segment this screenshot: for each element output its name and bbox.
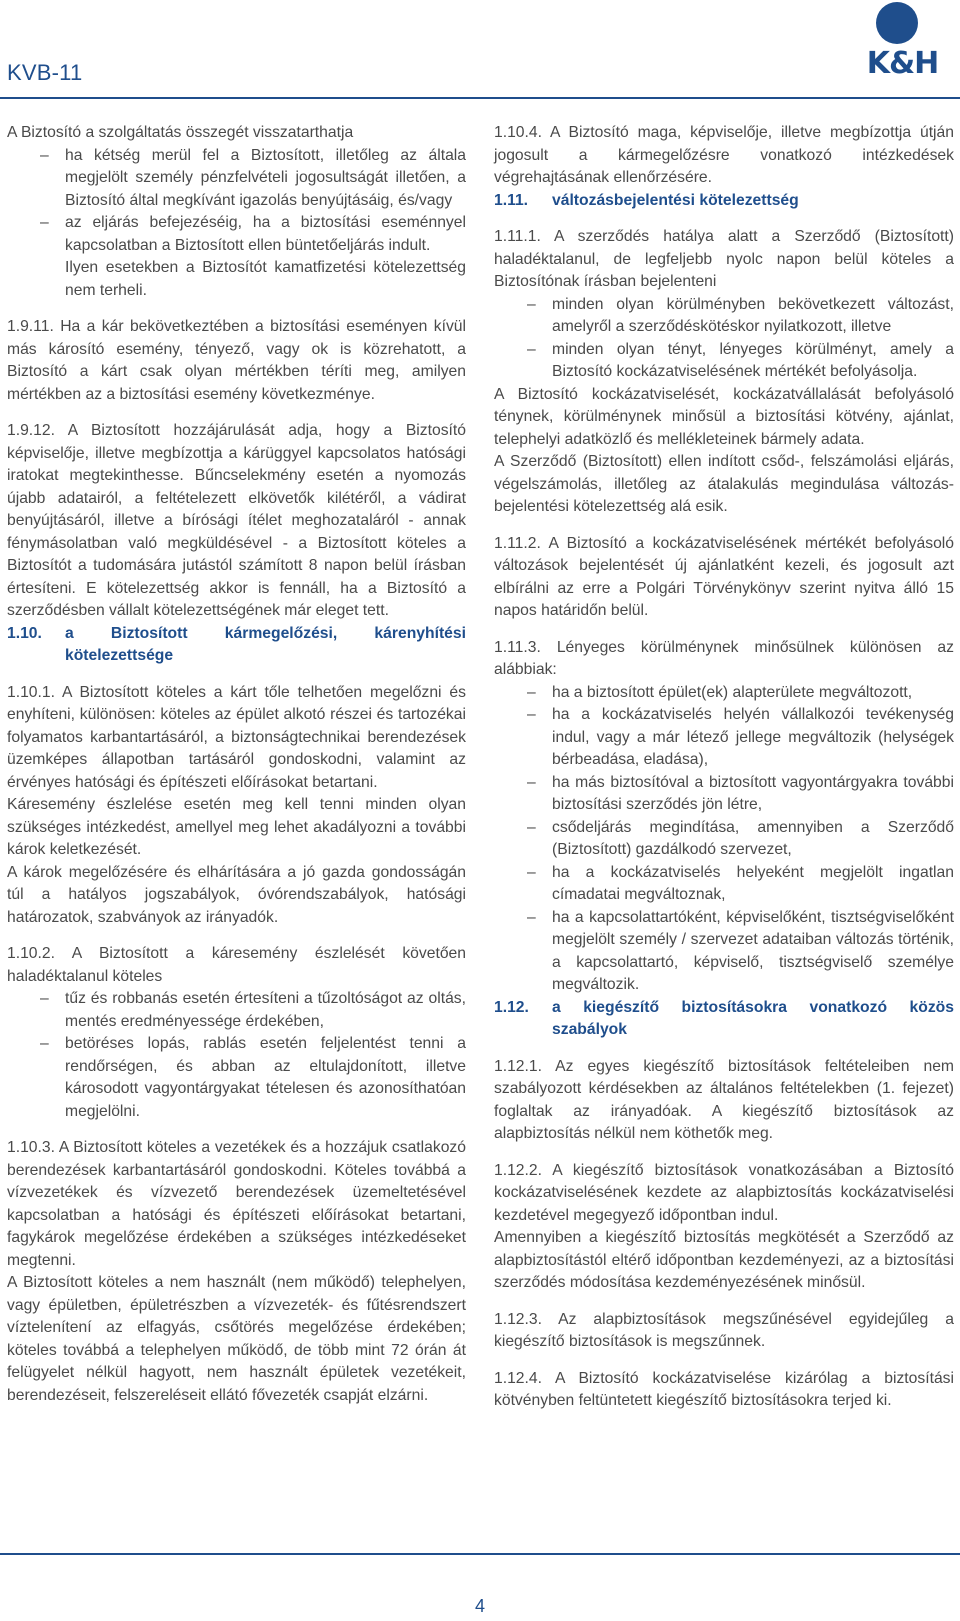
section-number: 1.12. [494,998,529,1016]
paragraph-1-10-3-b: A Biztosított köteles a nem használt (nem működő) telephelyen, vagy épületben, épületrészben a vízvezeték- és fűtésrendszert víztelenítení az elfagyás, csőtörés megelőzése érdekében; köteles továbbá a telephelyen működő, de több mint 72 órán át felügyelet nélkül hagyott, nem használt épületek vezetékeit, berendezéseit, felszereléseit ellátó fővezeték csapját elzárni. [7,1274,466,1404]
paragraph-1-12-2: 1.12.2. A kiegészítő biztosítások vonatkozásában a Biztosító kockázatviselésének kezdete az alapbiztosítás kockázatviselési kezdetével megegyező időpontban indul. [494,1161,954,1224]
paragraph-1-9-12: 1.9.12. A Biztosított hozzájárulását adja, hogy a Biztosító képviselője, illetve megbízottja a kárüggyel kapcsolatos hatósági iratokat megtekinthesse. Bűncselekmény esetén a nyomozás újabb adatairól, a feltételezett elkövetők kilétéről, a vádirat benyújtásáról, illetve a bírósági ítélet meghozataláról - annak fénymásolatban való megküldésével - a Biztosított köteles a Biztosítót a tudomására jutástól számított 8 napon belül írásban értesíteni. E kötelezettség akkor is fennáll, ha a Biztosító a szerződésben vállalt kötelezettségének már eleget tett. [7,422,466,619]
list-item: – ha más biztosítóval a biztosított vagyontárgyakra további biztosítási szerződés jön létre, [494,772,954,817]
section-title: változásbejelentési kötelezettség [552,191,799,209]
list-item: – ha a kockázatviselés helyeként megjelölt ingatlan címadatai megváltoznak, [494,862,954,907]
list-item: – betöréses lopás, rablás esetén feljelentést tenni a rendőrségen, és abban az eltulajdonított, illetve károsodott vagyontárgyakat tételesen és azonosíthatóan megjelölni. [7,1033,466,1123]
paragraph-1-12-4: 1.12.4. A Biztosító kockázatviselése kizárólag a biztosítási kötvényben feltüntetett kiegészítő biztosításokra terjed ki. [494,1369,954,1409]
section-heading-1-11 [494,190,954,213]
paragraph-1-12-3: 1.12.3. Az alapbiztosítások megszűnésével egyidejűleg a kiegészítő biztosítások is megszűnnek. [494,1310,954,1350]
kh-logo [850,2,955,87]
section-heading-1-12 [494,997,954,1042]
section-heading-1-10 [7,623,466,668]
document-code: KVB-11 [7,60,83,85]
paragraph-1-10-3: 1.10.3. A Biztosított köteles a vezetékek és a hozzájuk csatlakozó berendezések karbantartásáról gondoskodni. Köteles továbbá a vízvezetékek és vízvezető berendezések üzemeltetésével kapcsolatban a hatósági és építészeti előírásokat betartani, fagykárok megelőzése érdekében a szükséges intézkedéseket megtenni. [7,1139,466,1269]
footer-divider [0,1553,960,1555]
paragraph-1-11-2: 1.11.2. A Biztosító a kockázatviselésének mértékét befolyásoló változások bejelentését új ajánlatként kezeli, és jogosult azt elbírálni az erre a Polgári Törvénykönyv szerint nyitva álló 15 napos határidőn belül. [494,534,954,619]
paragraph-1-10-4: 1.10.4. A Biztosító maga, képviselője, illetve megbízottja útján jogosult a kármegelőzésre vonatkozó intézkedések végrehajtásának ellenőrzésére. [494,124,954,186]
section-title: a kiegészítő biztosításokra vonatkozó közös szabályok [552,998,954,1038]
list-item: – minden olyan körülményben bekövetkezett változást, amelyről a szerződéskötéskor nyilatkozott, illetve [494,294,954,339]
list-item: – ha kétség merül fel a Biztosított, illetőleg az általa megjelölt személy pénzfelvételi jogosultságát illetően, a Biztosító által megkívánt igazolás benyújtásáig, és/vagy [7,145,466,213]
paragraph-1-12-2-b: Amennyiben a kiegészítő biztosítás megkötését a Szerződő az alapbiztosítástól eltérő időpontban kezdeményezi, az a biztosítási szerződés módosítása kezdeményezésének minősül. [494,1229,954,1291]
paragraph-1-10-2: 1.10.2. A Biztosított a káresemény észlelését követően haladéktalanul köteles [7,945,466,985]
list-item: – az eljárás befejezéséig, ha a biztosítási eseménnyel kapcsolatban a Biztosított ellen büntetőeljárás indult. [7,212,466,257]
section-number: 1.11. [494,191,529,209]
page-number: 4 [474,1596,485,1616]
paragraph-1-11-1-c: A Szerződő (Biztosított) ellen indított csőd-, felszámolási eljárás, végelszámolás, illetőleg az átalakulás megindulása változás-bejelentési kötelezettség alá esik. [494,453,954,515]
list-item: – csődeljárás megindítása, amennyiben a Szerződő (Biztosított) gazdálkodó szervezet, [494,817,954,862]
paragraph-1-11-1-b: A Biztosító kockázatviselését, kockázatvállalását befolyásoló ténynek, körülménynek minősül a biztosítási kötvény, ajánlat, telephelyi adatközlő és mellékleteinek bármely adata. [494,385,954,448]
list-item: – tűz és robbanás esetén értesíteni a tűzoltóságot az oltás, mentés eredményessége érdekében, [7,988,466,1033]
paragraph-1-9-11: 1.9.11. Ha a kár bekövetkeztében a biztosítási eseményen kívül más károsító esemény, tényező, vagy ok is közrehatott, a Biztosító a kárt csak olyan mértékben téríti meg, amilyen mértékben az a biztosítási esemény következménye. [7,318,466,403]
list-item: – ha a biztosított épület(ek) alapterülete megváltozott, [494,682,954,705]
paragraph-1-11-3: 1.11.3. Lényeges körülménynek minősülnek különösen az alábbiak: [494,638,954,678]
list-item: – minden olyan tényt, lényeges körülményt, amely a Biztosító kockázatviselésének mértékét befolyásolja. [494,339,954,384]
paragraph-1-10-1-c: A károk megelőzésére és elhárítására a jó gazda gondosságán túl a hatályos jogszabályok, óvórendszabályok, hatósági határozatok, szabványok az irányadók. [7,863,466,926]
paragraph-1-10-1: 1.10.1. A Biztosított köteles a kárt tőle telhetően megelőzni és enyhíteni, különösen: köteles az épület alkotó részei és tartozékai folyamatos karbantartásáról, a biztonságtechnikai berendezések üzemképes állapotban tartásáról gondoskodni, valamint az érvényes hatósági és építészeti előírásokat betartani. [7,683,466,791]
paragraph-interest-note: Ilyen esetekben a Biztosítót kamatfizetési kötelezettség nem terheli. [65,259,466,299]
section-number: 1.10. [7,624,42,642]
paragraph-withhold-intro: A Biztosító a szolgáltatás összegét visszatarthatja [7,124,354,141]
left-column [7,122,466,1407]
header-divider [0,97,960,99]
list-item: – ha a kockázatviselés helyén vállalkozói tevékenység indul, vagy a már létező jellege megváltozik (helységek bérbeadása, eladása), [494,704,954,772]
list-item: – ha a kapcsolattartóként, képviselőként, tisztségviselőként megjelölt személy / szervezet adataiban változás történik, a kapcsolattartó, képviselő, tisztségviselő személye megváltozik. [494,907,954,997]
paragraph-1-10-1-b: Káresemény észlelése esetén meg kell tenni minden olyan szükséges intézkedést, amellyel meg lehet akadályozni a további károk keletkezését. [7,796,466,858]
paragraph-1-12-1: 1.12.1. Az egyes kiegészítő biztosítások feltételeiben nem szabályozott kérdésekben az általános feltételekben (1. fejezet) foglaltak az irányadóak. A kiegészítő biztosítások az alapbiztosítás nélkül nem köthetők meg. [494,1057,954,1142]
right-column [494,122,954,1413]
paragraph-1-11-1: 1.11.1. A szerződés hatálya alatt a Szerződő (Biztosított) haladéktalanul, de legfeljebb nyolc napon belül köteles a Biztosítónak írásban bejelenteni [494,228,954,290]
logo-dot-icon [876,2,918,44]
logo-wordmark: K&H [866,46,939,81]
section-title: a Biztosított kármegelőzési, kárenyhítési kötelezettsége [65,624,466,664]
